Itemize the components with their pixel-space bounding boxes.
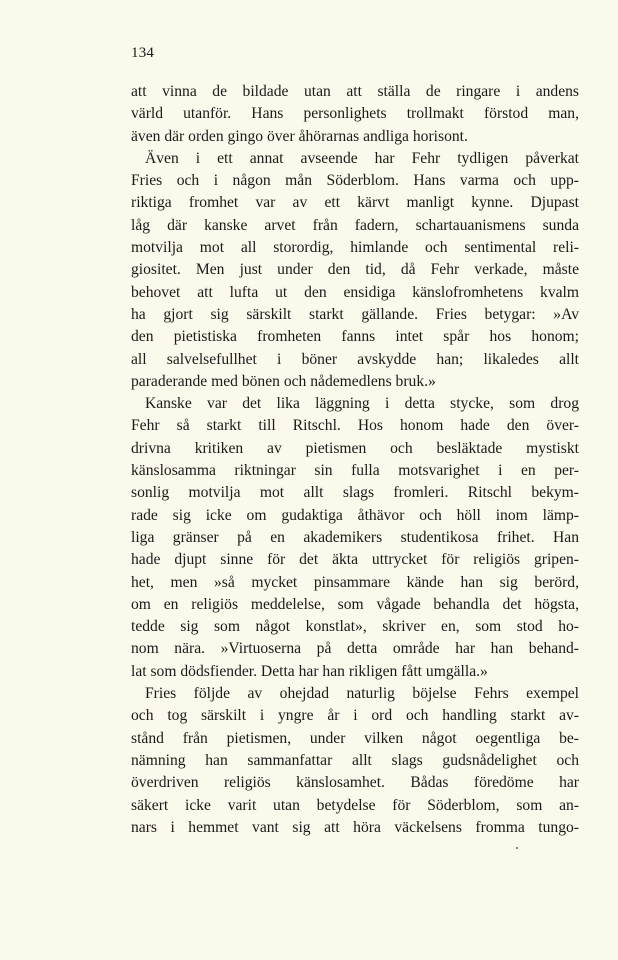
text-line: paraderande med bönen och nådemedlens bruk.» [131, 372, 436, 390]
text-line: sonlig motvilja mot allt slags fromleri. Ritschl bekym- [131, 484, 579, 502]
text-line: behovet att lufta ut den ensidiga känslofromhetens kvalm [131, 283, 579, 301]
page-number: 134 [131, 45, 155, 61]
text-line: att vinna de bildade utan att ställa de ringare i andens [131, 83, 579, 100]
text-line: drivna kritiken av pietismen och besläktade mystiskt [131, 439, 579, 457]
text-line: nämning han sammanfattar allt slags gudsnådelighet och [131, 751, 579, 769]
text-line: låg där kanske arvet från fadern, schartauanismens sunda [131, 216, 579, 234]
text-line: stånd från pietismen, under vilken något oegentliga be- [131, 729, 579, 747]
text-line: och tog särskilt i yngre år i ord och handling starkt av- [131, 707, 579, 725]
text-line: lat som dödsfiender. Detta har han rikligen fått umgälla.» [131, 662, 488, 680]
text-line: säkert icke varit utan betydelse för Söderblom, som an- [131, 796, 579, 814]
text-line: het, men »så mycket pinsammare kände han sig berörd, [131, 573, 579, 591]
text-line: hade djupt sinne för det äkta uttrycket för religiös gripen- [131, 551, 579, 569]
text-line: om en religiös meddelelse, som vågade behandla det högsta, [131, 595, 579, 613]
text-line: nars i hemmet vant sig att höra väckelsens fromma tungo- [131, 818, 579, 836]
text-line: rade sig icke om gudaktiga åthävor och höll inom lämp- [131, 506, 579, 524]
text-line: all salvelsefullhet i böner avskydde han; likaledes allt [131, 350, 579, 368]
text-line: tedde sig som något konstlat», skriver en, som stod ho- [131, 618, 579, 636]
text-line: giositet. Men just under den tid, då Fehr verkade, måste [131, 261, 579, 279]
text-line: känslosamma riktningar sin fulla motsvarighet i en per- [131, 462, 579, 480]
text-line: värld utanför. Hans personlighets trollmakt förstod man, [131, 105, 579, 123]
text-line: Fries och i någon mån Söderblom. Hans varma och upp- [131, 172, 579, 190]
text-line: motvilja mot all storordig, himlande och sentimental reli- [131, 239, 579, 257]
text-line: riktiga fromhet var av ett kärvt manligt kynne. Djupast [131, 194, 579, 212]
text-line: Fehr så starkt till Ritschl. Hos honom hade den över- [131, 417, 579, 435]
text-line: Även i ett annat avseende har Fehr tydligen påverkat [145, 149, 579, 167]
text-line: liga gränser på en akademikers studentikosa frihet. Han [131, 528, 579, 546]
text-line: Kanske var det lika läggning i detta stycke, som drog [145, 395, 579, 413]
text-line: även där orden gingo över åhörarnas andliga horisont. [131, 127, 468, 145]
print-speck [516, 847, 518, 849]
text-line: ha gjort sig särskilt starkt gällande. Fries betygar: »Av [131, 305, 579, 323]
text-line: Fries följde av ohejdad naturlig böjelse Fehrs exempel [145, 685, 579, 703]
body-text [131, 81, 579, 839]
text-line: överdriven religiös känslosamhet. Bådas föredöme har [131, 774, 579, 792]
text-line: nom nära. »Virtuoserna på detta område har han behand- [131, 640, 579, 658]
text-line: den pietistiska fromheten fanns intet spår hos honom; [131, 328, 579, 346]
